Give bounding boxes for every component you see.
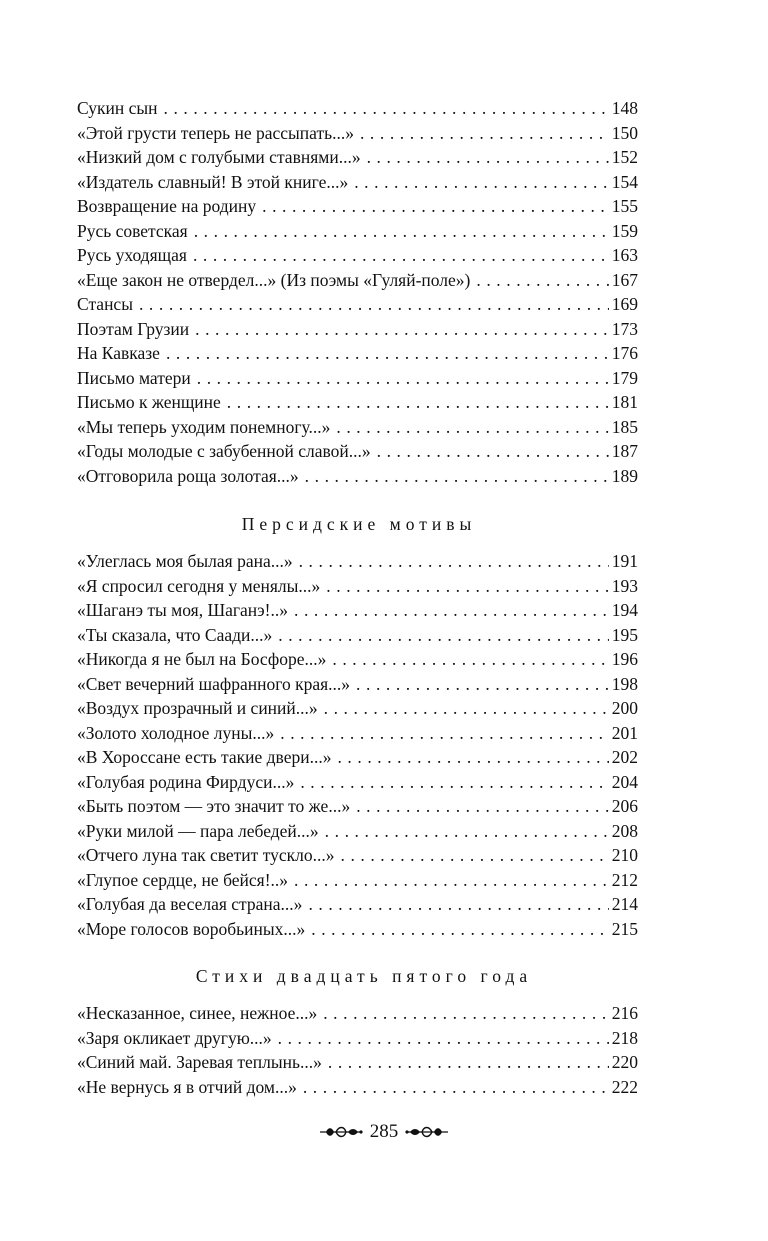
toc-entry xyxy=(77,647,638,672)
toc-entry xyxy=(77,317,638,342)
entry-title: «Свет вечерний шафранного края...» xyxy=(77,673,351,694)
toc-entry xyxy=(77,292,638,317)
toc-entry xyxy=(77,623,638,648)
entry-title: Сукин сын xyxy=(77,98,158,118)
dot-leader xyxy=(311,917,609,942)
toc-entry xyxy=(77,574,638,599)
entry-title: На Кавказе xyxy=(77,343,160,363)
entry-page-number: 189 xyxy=(611,465,638,486)
entry-page-number: 218 xyxy=(611,1027,638,1048)
entry-title: «Отговорила роща золотая...» xyxy=(77,465,299,486)
entry-page-number: 198 xyxy=(611,673,638,694)
entry-page-number: 154 xyxy=(611,171,638,192)
entry-title: Русь уходящая xyxy=(77,245,187,265)
dot-leader xyxy=(280,721,608,746)
entry-page-number: 163 xyxy=(611,245,638,265)
entry-title: «Голубая да веселая страна...» xyxy=(77,894,303,914)
entry-title: «Мы теперь уходим понемногу...» xyxy=(77,416,331,437)
floral-ornament-icon xyxy=(404,1124,450,1140)
page-number: 285 xyxy=(369,1121,399,1142)
toc-entry xyxy=(77,464,638,489)
entry-title: «Годы молодые с забубенной славой...» xyxy=(77,441,371,461)
entry-title: «Глупое сердце, не бейся!..» xyxy=(77,869,289,890)
entry-title: Письмо к женщине xyxy=(77,392,221,412)
entry-title: «Издатель славный! В этой книге...» xyxy=(77,171,349,192)
dot-leader xyxy=(294,868,609,893)
entry-title: «Улеглась моя былая рана...» xyxy=(77,551,293,571)
entry-page-number: 215 xyxy=(611,918,638,939)
entry-page-number: 201 xyxy=(611,722,638,743)
toc-entry xyxy=(77,439,638,464)
entry-page-number: 179 xyxy=(611,367,638,388)
toc-entry xyxy=(77,794,638,819)
entry-title: «Несказанное, синее, нежное...» xyxy=(77,1003,318,1023)
toc-entry xyxy=(77,194,638,219)
toc-entry xyxy=(77,170,638,195)
toc-entry xyxy=(77,892,638,917)
entry-page-number: 173 xyxy=(611,318,638,339)
entry-page-number: 208 xyxy=(611,820,638,841)
entry-page-number: 169 xyxy=(611,294,638,314)
toc-entry xyxy=(77,390,638,415)
entry-page-number: 212 xyxy=(611,869,638,890)
entry-page-number: 210 xyxy=(611,845,638,865)
dot-leader xyxy=(227,390,609,415)
toc-entry xyxy=(77,1075,638,1100)
toc-entry xyxy=(77,917,638,942)
entry-page-number: 206 xyxy=(611,796,638,816)
entry-title: «Ты сказала, что Саади...» xyxy=(77,624,273,645)
toc-entry xyxy=(77,672,638,697)
dot-leader xyxy=(193,243,609,268)
entry-page-number: 194 xyxy=(611,600,638,620)
toc-entry xyxy=(77,770,638,795)
dot-leader xyxy=(476,268,608,293)
entry-page-number: 185 xyxy=(611,416,638,437)
entry-page-number: 187 xyxy=(611,441,638,461)
toc-entry xyxy=(77,121,638,146)
dot-leader xyxy=(324,696,609,721)
toc-entry xyxy=(77,696,638,721)
toc-entry xyxy=(77,268,638,293)
dot-leader xyxy=(356,794,609,819)
dot-leader xyxy=(294,598,609,623)
dot-leader xyxy=(303,1075,609,1100)
entry-page-number: 167 xyxy=(611,269,638,290)
entry-page-number: 202 xyxy=(611,747,638,767)
toc-section-main xyxy=(77,96,638,488)
dot-leader xyxy=(356,672,609,697)
toc-section-persian-motifs xyxy=(77,549,638,941)
entry-title: «Воздух прозрачный и синий...» xyxy=(77,698,318,718)
entry-title: «Не вернусь я в отчий дом...» xyxy=(77,1076,297,1097)
dot-leader xyxy=(278,623,608,648)
toc-entry xyxy=(77,1026,638,1051)
toc-entry xyxy=(77,145,638,170)
entry-title: «Отчего луна так светит тускло...» xyxy=(77,845,335,865)
toc-entry xyxy=(77,868,638,893)
page-footer xyxy=(0,1120,768,1144)
entry-title: «Золото холодное луны...» xyxy=(77,722,275,743)
entry-title: «Низкий дом с голубыми ставнями...» xyxy=(77,147,361,167)
entry-title: «Никогда я не был на Босфоре...» xyxy=(77,649,327,669)
toc-entry xyxy=(77,96,638,121)
toc-entry xyxy=(77,366,638,391)
entry-title: «Этой грусти теперь не рассыпать...» xyxy=(77,122,354,143)
entry-page-number: 196 xyxy=(611,649,638,669)
entry-page-number: 159 xyxy=(611,220,638,241)
toc-entry xyxy=(77,549,638,574)
entry-page-number: 200 xyxy=(611,698,638,718)
entry-title: «Море голосов воробьиных...» xyxy=(77,918,306,939)
toc-entry xyxy=(77,843,638,868)
entry-page-number: 214 xyxy=(611,894,638,914)
dot-leader xyxy=(328,1050,609,1075)
toc-entry xyxy=(77,219,638,244)
toc-section-poems-1925 xyxy=(77,1001,638,1099)
entry-page-number: 195 xyxy=(611,624,638,645)
section-heading-persian-motifs: Персидские мотивы xyxy=(241,514,477,534)
entry-title: Стансы xyxy=(77,294,133,314)
dot-leader xyxy=(367,145,609,170)
dot-leader xyxy=(139,292,609,317)
entry-page-number: 222 xyxy=(611,1076,638,1097)
dot-leader xyxy=(360,121,609,146)
dot-leader xyxy=(377,439,609,464)
entry-title: Письмо матери xyxy=(77,367,191,388)
dot-leader xyxy=(262,194,609,219)
dot-leader xyxy=(195,317,609,342)
entry-page-number: 148 xyxy=(611,98,638,118)
dot-leader xyxy=(299,549,609,574)
dot-leader xyxy=(308,892,608,917)
toc-entry xyxy=(77,598,638,623)
dot-leader xyxy=(325,819,609,844)
entry-title: Возвращение на родину xyxy=(77,196,257,216)
entry-page-number: 181 xyxy=(611,392,638,412)
entry-page-number: 152 xyxy=(611,147,638,167)
dot-leader xyxy=(336,415,608,440)
toc-entry xyxy=(77,721,638,746)
dot-leader xyxy=(337,745,608,770)
entry-title: «Я спросил сегодня у менялы...» xyxy=(77,575,321,596)
dot-leader xyxy=(341,843,609,868)
entry-title: Русь советская xyxy=(77,220,188,241)
section-heading-poems-1925: Стихи двадцать пятого года xyxy=(195,966,533,986)
entry-page-number: 216 xyxy=(611,1003,638,1023)
dot-leader xyxy=(323,1001,609,1026)
entry-title: «Шаганэ ты моя, Шаганэ!..» xyxy=(77,600,289,620)
entry-title: «Голубая родина Фирдуси...» xyxy=(77,771,295,792)
entry-title: «Заря окликает другую...» xyxy=(77,1027,272,1048)
entry-page-number: 176 xyxy=(611,343,638,363)
toc-entry xyxy=(77,745,638,770)
entry-page-number: 193 xyxy=(611,575,638,596)
entry-title: «Руки милой — пара лебедей...» xyxy=(77,820,319,841)
dot-leader xyxy=(164,96,609,121)
entry-title: «Еще закон не отвердел...» (Из поэмы «Гуляй-поле») xyxy=(77,269,471,290)
entry-page-number: 155 xyxy=(611,196,638,216)
entry-page-number: 204 xyxy=(611,771,638,792)
dot-leader xyxy=(305,464,609,489)
entry-title: Поэтам Грузии xyxy=(77,318,190,339)
toc-entry xyxy=(77,415,638,440)
dot-leader xyxy=(332,647,608,672)
entry-page-number: 150 xyxy=(611,122,638,143)
entry-title: «Синий май. Заревая теплынь...» xyxy=(77,1052,322,1072)
entry-page-number: 191 xyxy=(611,551,638,571)
dot-leader xyxy=(278,1026,609,1051)
entry-page-number: 220 xyxy=(611,1052,638,1072)
dot-leader xyxy=(326,574,608,599)
dot-leader xyxy=(197,366,609,391)
dot-leader xyxy=(354,170,609,195)
toc-entry xyxy=(77,341,638,366)
toc-entry xyxy=(77,1001,638,1026)
dot-leader xyxy=(166,341,609,366)
entry-title: «В Хороссане есть такие двери...» xyxy=(77,747,332,767)
toc-entry xyxy=(77,819,638,844)
dot-leader xyxy=(194,219,609,244)
toc-entry xyxy=(77,1050,638,1075)
floral-ornament-icon xyxy=(318,1124,364,1140)
toc-entry xyxy=(77,243,638,268)
entry-title: «Быть поэтом — это значит то же...» xyxy=(77,796,351,816)
dot-leader xyxy=(300,770,608,795)
